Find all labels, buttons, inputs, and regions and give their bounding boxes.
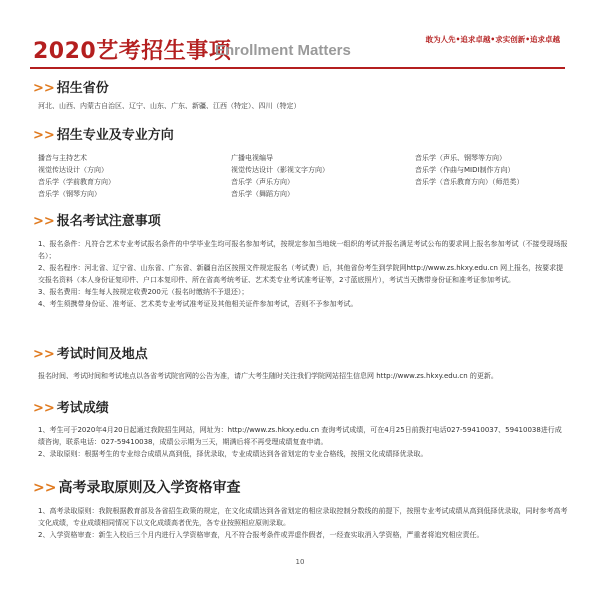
notes-paragraph: 1、报名条件：凡符合艺术专业考试报名条件的中学毕业生均可报名参加考试，按规定参加当地统一组织的考试并报名满足考试公布的要求网上报名参加考试（不接受现场报名）； (38, 240, 568, 260)
major-item: 音乐学（音乐教育方向）（师范类） (415, 178, 524, 186)
section-heading-text: 招生专业及专业方向 (56, 128, 174, 143)
section-arrow: >> (33, 81, 55, 96)
section-arrow: >> (33, 128, 55, 143)
section-arrow: >> (33, 480, 57, 496)
notes-paragraph: 3、报名费用：每生每人按规定收费200元（报名时缴纳不予退还）； (38, 288, 249, 296)
major-item: 音乐学（声乐方向） (231, 178, 294, 186)
section-heading-text: 报名考试注意事项 (56, 214, 161, 229)
major-item: 音乐学（声乐、钢琴等方向） (415, 154, 506, 162)
major-item: 音乐学（学前教育方向） (38, 178, 115, 186)
results-body (38, 424, 568, 460)
section-arrow: >> (33, 214, 55, 229)
results-paragraph: 2、录取原则：根据考生的专业综合成绩从高到低，择优录取，专业成绩达到各省划定的专业合格线，按照文化成绩择优录取。 (38, 450, 428, 458)
provinces-text: 河北、山西、内蒙古自治区、辽宁、山东、广东、新疆、江西（特定）、四川（特定） (38, 102, 301, 110)
major-item: 视觉传达设计（影视文字方向） (231, 166, 329, 174)
section-arrow: >> (33, 347, 55, 362)
major-item: 视觉传达设计（方向） (38, 166, 108, 174)
major-item: 广播电视编导 (231, 154, 273, 162)
page-title-en: Enrollment Matters (215, 42, 351, 59)
notes-body (38, 238, 568, 310)
major-item: 音乐学（作曲与MIDI制作方向） (415, 166, 515, 174)
page-number: 10 (295, 558, 305, 566)
schedule-text: 报名时间、考试时间和考试地点以各省考试院官网的公告为准，请广大考生随时关注我们学院网站招生信息网 http://www.zs.hkxy.edu.cn 的更新。 (38, 372, 498, 380)
major-item: 播音与主持艺术 (38, 154, 87, 162)
section-heading-schedule (33, 343, 148, 362)
major-item: 音乐学（舞蹈方向） (231, 190, 294, 198)
admission-body (38, 505, 568, 541)
notes-paragraph: 4、考生须携带身份证、准考证、艺术类专业考试准考证及其他相关证件参加考试，否则不予参加考试。 (38, 300, 358, 308)
section-heading-text: 考试时间及地点 (56, 347, 148, 362)
section-arrow: >> (33, 401, 55, 416)
title-divider (30, 67, 565, 69)
admission-paragraph: 2、入学资格审查：新生入校后三个月内进行入学资格审查，凡不符合报考条件或弄虚作假者，一经查实取消入学资格，严重者将追究相应责任。 (38, 531, 484, 539)
notes-paragraph: 2、报名程序：河北省、辽宁省、山东省、广东省、新疆自治区按照文件规定报名（考试费）后，其他省份考生到学院网http://www.zs.hkxy.edu.cn 网上报名，按要求提交报名资料（本人身份证复印件、户口本复印件、所在省高考统考证、艺术类专业考试准考证等，2寸蓝底照片），考试当天携带身份证和准考证参加考试。 (38, 264, 564, 284)
section-heading-majors (33, 124, 174, 143)
admission-paragraph: 1、高考录取原则：我院根据教育部及各省招生政策的规定，在文化成绩达到各省划定的相应录取控制分数线的前提下，按照专业考试成绩从高到低择优录取，同时参考高考文化成绩，专业成绩相同情况下以文化成绩高者优先，各专业按照相应原则录取。 (38, 507, 568, 527)
results-paragraph: 1、考生可于2020年4月20日起通过我院招生网站，网址为：http://www.zs.hkxy.edu.cn 查询考试成绩，可在4月25日前拨打电话027-59410037、59410038进行成绩咨询，联系电话：027-59410038，成绩公示期为三天，期满后将不再受理成绩复查申请。 (38, 426, 562, 446)
section-heading-notes (33, 210, 161, 229)
section-heading-text: 考试成绩 (56, 401, 109, 416)
slogan: 敢为人先•追求卓越•求实创新•追求卓越 (425, 35, 560, 44)
major-item: 音乐学（钢琴方向） (38, 190, 101, 198)
page-title: 2020艺考招生事项 (33, 39, 232, 64)
section-heading-text: 招生省份 (56, 81, 109, 96)
section-heading-admission (33, 477, 240, 497)
section-heading-results (33, 397, 109, 416)
section-heading-text: 高考录取原则及入学资格审查 (58, 480, 241, 496)
section-heading-provinces (33, 77, 109, 96)
